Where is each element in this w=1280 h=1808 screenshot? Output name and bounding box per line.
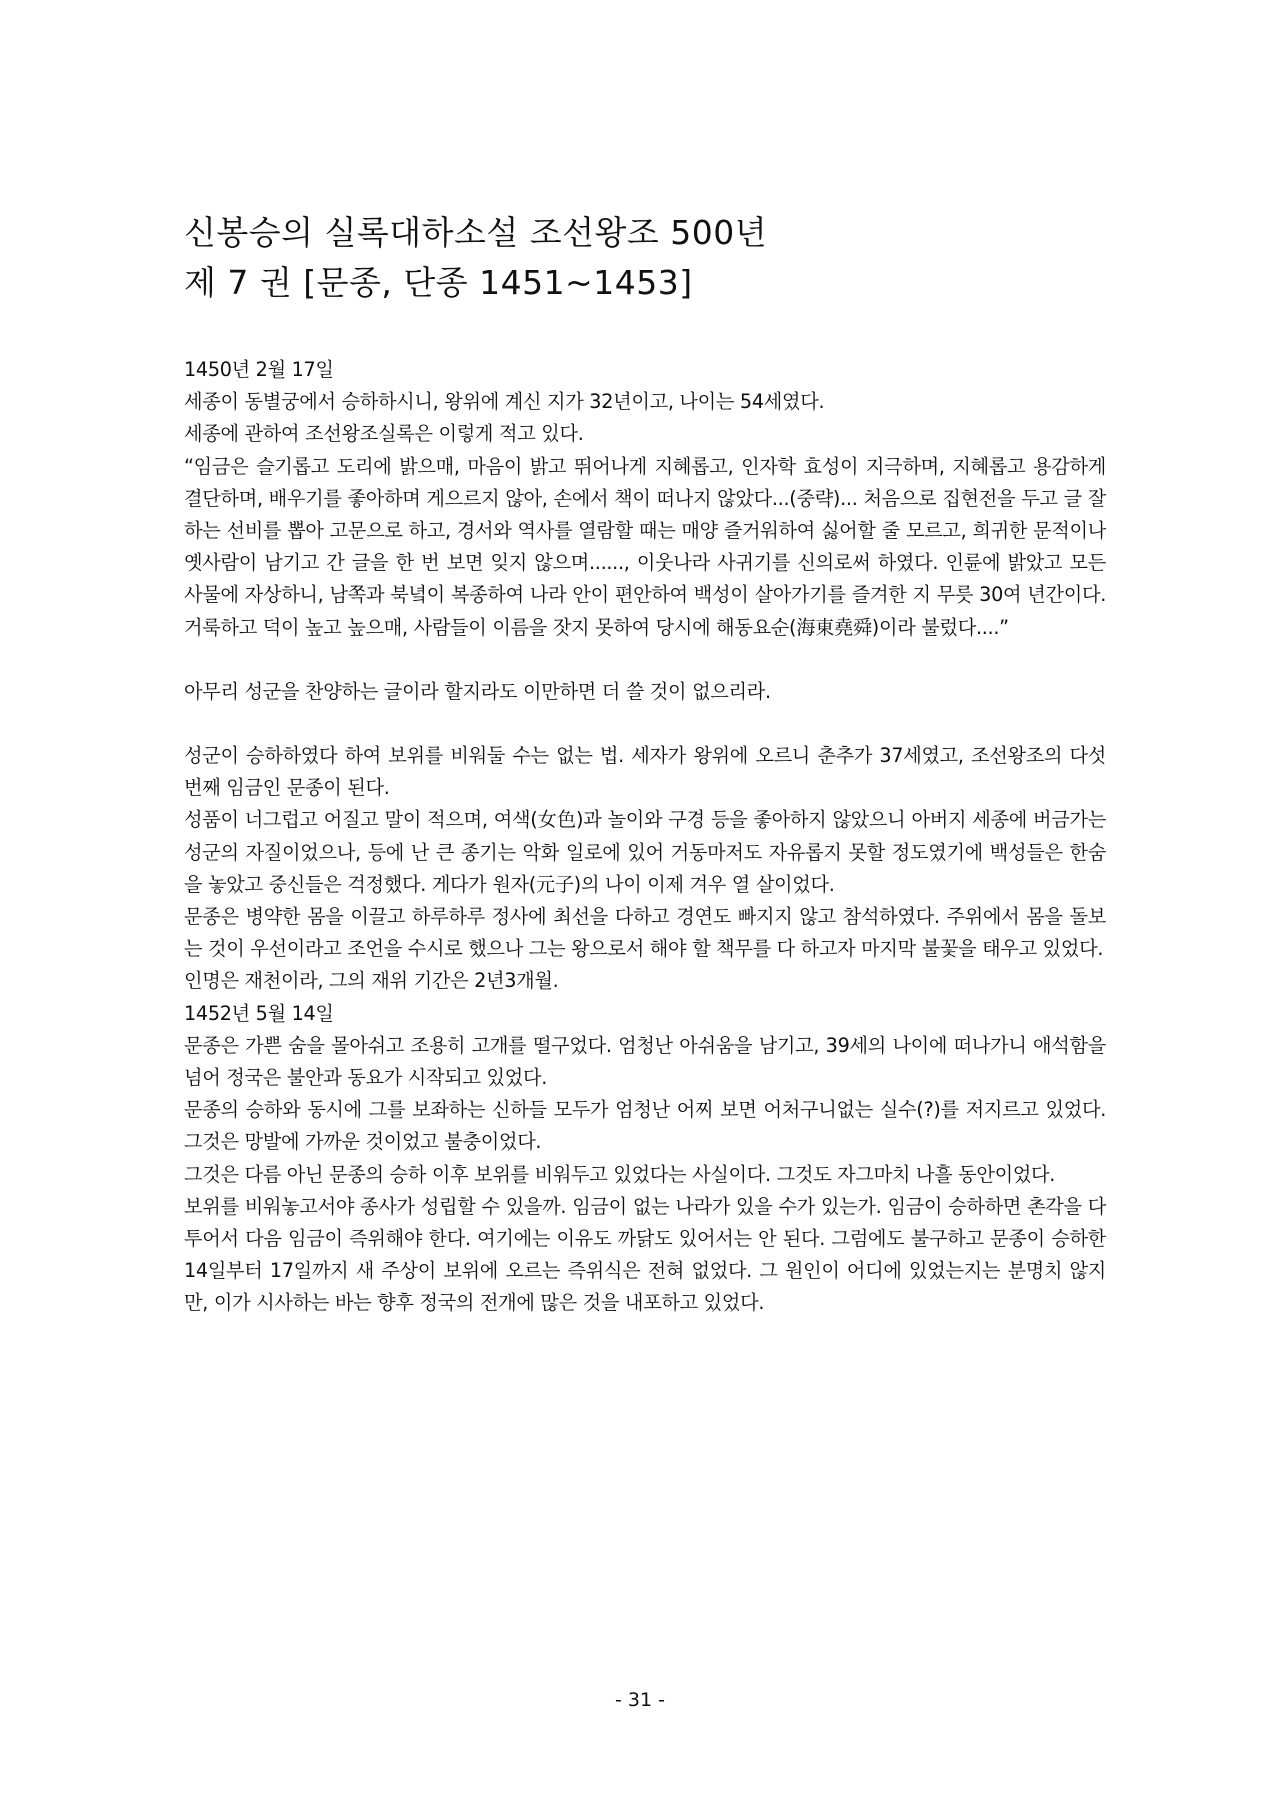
paragraph: 성품이 너그럽고 어질고 말이 적으며, 여색(女色)과 놀이와 구경 등을 좋아하지 않았으니 아버지 세종에 버금가는 성군의 자질이었으나, 등에 난 큰 종기는 악화 일로에 있어 거동마저도 자유롭지 못할 정도였기에 백성들은 한숨을 놓았고 중신들은 걱정했다. 게다가 원자(元子)의 나이 이제 겨우 열 살이었다.	[184, 808, 1106, 896]
title-block	[184, 208, 1104, 308]
paragraph: 문종은 병약한 몸을 이끌고 하루하루 정사에 최선을 다하고 경연도 빠지지 않고 참석하였다. 주위에서 몸을 돌보는 것이 우선이라고 조언을 수시로 했으나 그는 왕으로서 해야 할 책무를 다 하고자 마지막 불꽃을 태우고 있었다.	[184, 905, 1106, 961]
paragraph: 세종에 관하여 조선왕조실록은 이렇게 적고 있다.	[184, 422, 584, 446]
book-title: 신봉승의 실록대하소설 조선왕조 500년	[184, 213, 768, 252]
paragraph: 문종은 가쁜 숨을 몰아쉬고 조용히 고개를 떨구었다. 엄청난 아쉬움을 남기고, 39세의 나이에 떠나가니 애석함을 넘어 정국은 불안과 동요가 시작되고 있었다.	[184, 1033, 1106, 1090]
quoted-paragraph: “임금은 슬기롭고 도리에 밝으매, 마음이 밝고 뛰어나게 지혜롭고, 인자학 효성이 지극하며, 지혜롭고 용감하게 결단하며, 배우기를 좋아하며 게으르지 않아, 손에서 책이 떠나지 않았다...(중략)... 처음으로 집현전을 두고 글 잘하는 선비를 뽑아 고문으로 하고, 경서와 역사를 열람할 때는 매양 즐거워하여 싫어할 줄 모르고, 희귀한 문적이나 옛사람이 남기고 간 글을 한 번 보면 잊지 않으며......, 이웃나라 사귀기를 신의로써 하였다. 인륜에 밝았고 모든 사물에 자상하니, 남쪽과 북녘이 복종하여 나라 안이 편안하여 백성이 살아가기를 즐겨한 지 무릇 30여 년간이다. 거룩하고 덕이 높고 높으매, 사람들이 이름을 잣지 못하여 당시에 해동요순(海東堯舜)이라 불렀다....”	[184, 454, 1106, 639]
page-number: - 31 -	[615, 1689, 665, 1711]
paragraph: 그것은 다름 아닌 문종의 승하 이후 보위를 비워두고 있었다는 사실이다. 그것도 자그마치 나흘 동안이었다.	[184, 1162, 1056, 1186]
paragraph: 보위를 비워놓고서야 종사가 성립할 수 있을까. 임금이 없는 나라가 있을 수가 있는가. 임금이 승하하면 촌각을 다투어서 다음 임금이 즉위해야 한다. 여기에는 이유도 까닭도 있어서는 안 된다. 그럼에도 불구하고 문종이 승하한 14일부터 17일까지 새 주상이 보위에 오르는 즉위식은 전혀 없었다. 그 원인이 어디에 있었는지는 분명치 않지만, 이가 시사하는 바는 향후 정국의 전개에 많은 것을 내포하고 있었다.	[184, 1194, 1106, 1315]
paragraph: 아무리 성군을 찬양하는 글이라 할지라도 이만하면 더 쓸 것이 없으리라.	[184, 679, 771, 703]
paragraph: 세종이 동별궁에서 승하하시니, 왕위에 계신 지가 32년이고, 나이는 54세였다.	[184, 390, 825, 414]
paragraph: 문종의 승하와 동시에 그를 보좌하는 신하들 모두가 엄청난 어찌 보면 어처구니없는 실수(?)를 저지르고 있었다. 그것은 망발에 가까운 것이었고 불충이었다.	[184, 1098, 1106, 1154]
paragraph-date-1452: 1452년 5월 14일	[184, 1001, 334, 1025]
volume-title: 제 7 권 [문종, 단종 1451~1453]	[184, 263, 693, 302]
paragraph: 인명은 재천이라, 그의 재위 기간은 2년3개월.	[184, 969, 559, 993]
paragraph: 성군이 승하하였다 하여 보위를 비워둘 수는 없는 법. 세자가 왕위에 오르니 춘추가 37세였고, 조선왕조의 다섯 번째 임금인 문종이 된다.	[184, 744, 1106, 800]
body-text	[184, 354, 1106, 1320]
paragraph-date-1450: 1450년 2월 17일	[184, 358, 334, 381]
